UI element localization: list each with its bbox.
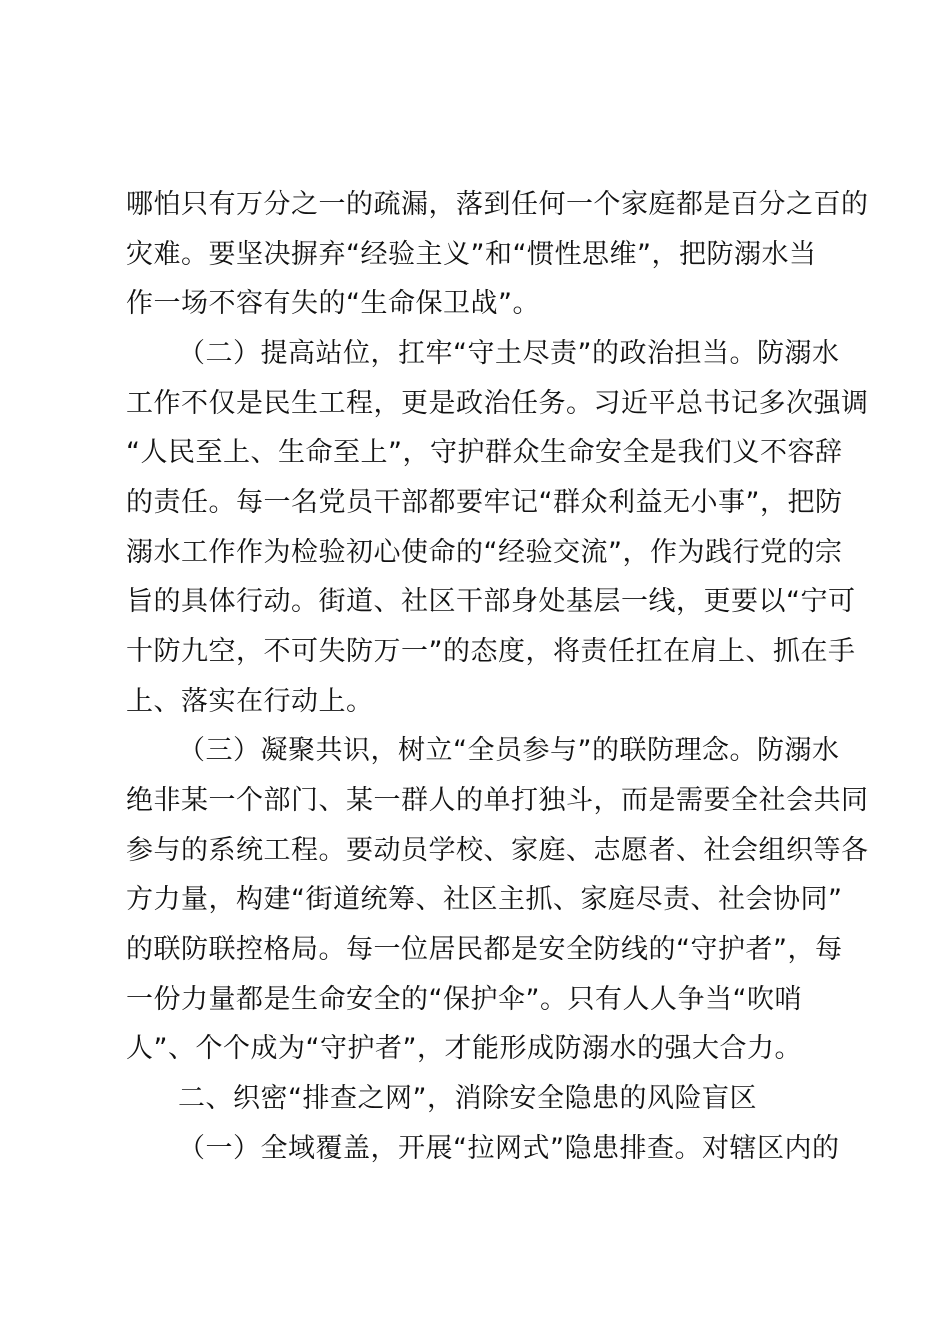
- paragraph-line: 参与的系统工程。要动员学校、家庭、志愿者、社会组织等各: [126, 835, 869, 866]
- paragraph-line: 上、落实在行动上。: [126, 686, 374, 717]
- paragraph-line: 绝非某一个部门、某一群人的单打独斗，而是需要全社会共同: [126, 785, 869, 816]
- paragraph-line: 的责任。每一名党员干部都要牢记“群众利益无小事”，把防: [126, 487, 843, 518]
- chapter-2-heading: 二、织密“排查之网”，消除安全隐患的风险盲区: [178, 1083, 757, 1114]
- paragraph-line: 工作不仅是民生工程，更是政治任务。习近平总书记多次强调: [126, 388, 869, 419]
- paragraph-line: 灾难。要坚决摒弃“经验主义”和“惯性思维”，把防溺水当: [126, 239, 817, 270]
- paragraph-line: 作一场不容有失的“生命保卫战”。: [126, 288, 540, 319]
- paragraph-line: 旨的具体行动。街道、社区干部身处基层一线，更要以“宁可: [126, 586, 856, 617]
- paragraph-line: 哪怕只有万分之一的疏漏，落到任何一个家庭都是百分之百的: [126, 189, 869, 220]
- paragraph-line: 方力量，构建“街道统筹、社区主抓、家庭尽责、社会协同”: [126, 884, 843, 915]
- paragraph-line: 人”、个个成为“守护者”，才能形成防溺水的强大合力。: [126, 1033, 802, 1064]
- paragraph-line: 的联防联控格局。每一位居民都是安全防线的“守护者”，每: [126, 934, 843, 965]
- section-3-heading-line: （三）凝聚共识，树立“全员参与”的联防理念。防溺水: [178, 735, 840, 766]
- paragraph-line: 一份力量都是生命安全的“保护伞”。只有人人争当“吹哨: [126, 984, 802, 1015]
- paragraph-line: 溺水工作作为检验初心使命的“经验交流”，作为践行党的宗: [126, 537, 843, 568]
- section-2-heading-line: （二）提高站位，扛牢“守土尽责”的政治担当。防溺水: [178, 338, 840, 369]
- paragraph-line: 十防九空，不可失防万一”的态度，将责任扛在肩上、抓在手: [126, 636, 856, 667]
- subsection-1-heading-line: （一）全域覆盖，开展“拉网式”隐患排查。对辖区内的: [178, 1133, 840, 1164]
- paragraph-line: “人民至上、生命至上”，守护群众生命安全是我们义不容辞: [126, 437, 843, 468]
